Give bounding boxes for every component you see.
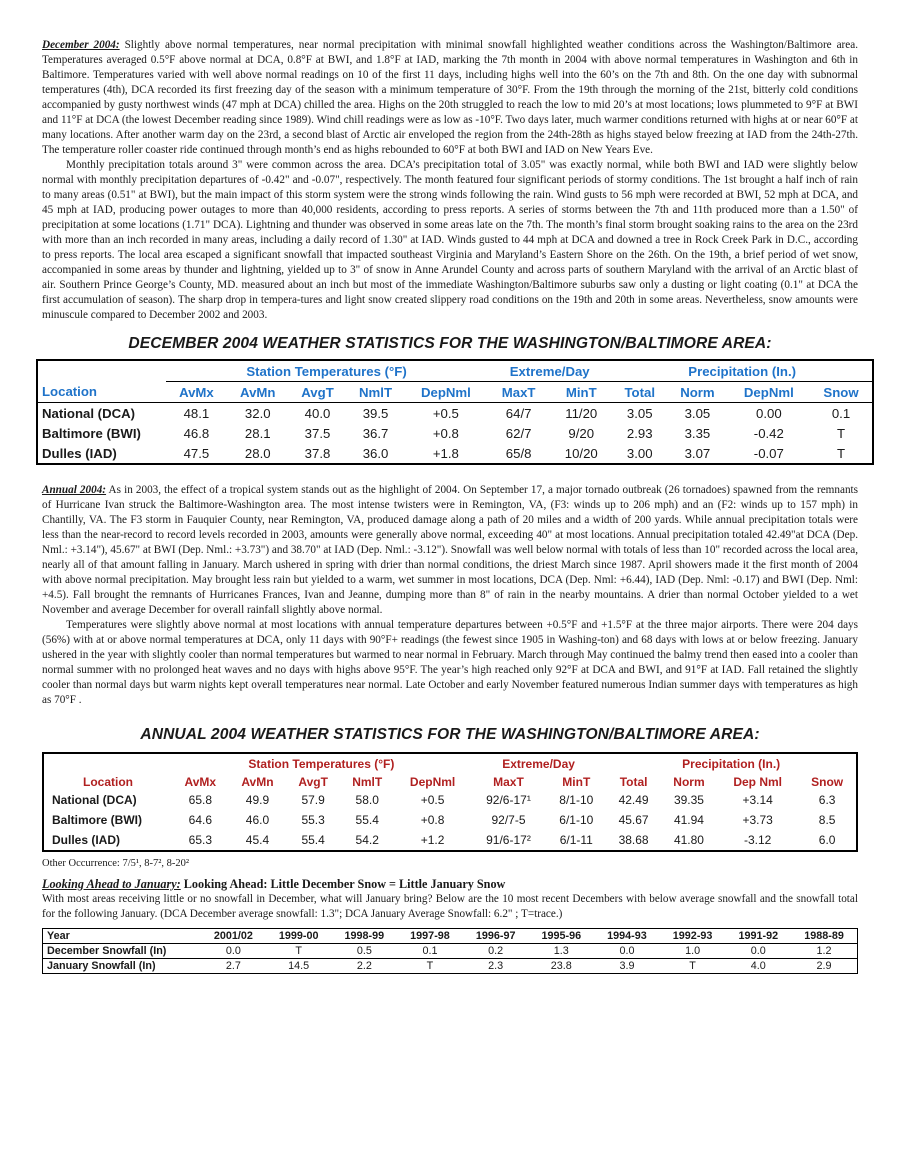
table-cell: 37.8 [304, 445, 331, 461]
table-cell: 39.35 [673, 793, 704, 807]
table-cell: 39.5 [362, 405, 389, 421]
table-cell: +1.8 [432, 445, 459, 461]
ann-col-header: AvMx [184, 774, 217, 789]
table-row [37, 403, 873, 424]
snow-col-header: 2001/02 [201, 929, 266, 944]
ann-header-row [43, 773, 857, 790]
snow-col-header: 1995-96 [528, 929, 594, 944]
dec-header-row [37, 382, 873, 403]
table-cell: 3.05 [684, 405, 711, 421]
table-cell: 55.4 [355, 813, 379, 827]
snow-col-header: 1988-89 [791, 929, 857, 944]
location-cell: Dulles (IAD) [42, 445, 117, 461]
table-cell: 46.8 [183, 425, 210, 441]
table-cell: 0.5 [332, 944, 398, 959]
table-cell: 32.0 [244, 405, 271, 421]
ann-col-header: NmlT [352, 774, 383, 789]
table-cell: T [397, 959, 463, 974]
table-cell: 9/20 [568, 425, 595, 441]
ahead-lead: Looking Ahead to January: [42, 877, 181, 891]
ann-col-header: Snow [811, 774, 844, 789]
ann-col-header: Total [619, 774, 648, 789]
table-cell: 92/6-17¹ [486, 793, 531, 807]
dec-col-header: Snow [810, 382, 873, 403]
ann-col-header: AvgT [298, 774, 328, 789]
dec-col-header: MaxT [487, 382, 550, 403]
snow-row-label: January Snowfall (In) [43, 959, 202, 974]
table-cell: +0.5 [420, 793, 445, 807]
table-cell: 4.0 [725, 959, 791, 974]
annual-lead: Annual 2004: [42, 484, 107, 496]
table-cell: 0.1 [397, 944, 463, 959]
table-cell: -0.42 [753, 425, 784, 441]
table-cell: 2.3 [463, 959, 529, 974]
table-cell: 3.35 [684, 425, 711, 441]
ann-group-temps: Station Temperatures (°F) [248, 756, 395, 771]
table-cell: 3.00 [626, 445, 653, 461]
table-cell: 0.2 [463, 944, 529, 959]
table-cell: 10/20 [564, 445, 598, 461]
table-cell: 0.0 [725, 944, 791, 959]
dec-col-header: Total [612, 382, 667, 403]
dec-col-header: AvgT [289, 382, 347, 403]
annual-footnote: Other Occurrence: 7/5¹, 8-7², 8-20² [42, 858, 190, 869]
table-row [43, 830, 857, 851]
dec-col-header: AvMx [166, 382, 227, 403]
table-cell: +0.5 [432, 405, 459, 421]
table-cell: T [836, 445, 846, 461]
table-cell: 3.05 [626, 405, 653, 421]
dec-col-header: Location [37, 382, 166, 403]
december-stats-table [36, 359, 874, 465]
snow-col-header: 1994-93 [594, 929, 660, 944]
table-cell: 91/6-17² [486, 833, 531, 847]
table-cell: 2.2 [332, 959, 398, 974]
table-cell: 6/1-11 [559, 833, 593, 847]
table-cell: 8/1-10 [559, 793, 594, 807]
annual-paragraph-1 [42, 483, 858, 618]
table-cell: T [836, 425, 846, 441]
table-cell: 0.1 [831, 405, 851, 421]
table-cell: 92/7-5 [491, 813, 526, 827]
ann-col-header: DepNml [409, 774, 456, 789]
dec-col-header: DepNml [728, 382, 810, 403]
location-cell: National (DCA) [42, 405, 136, 421]
location-cell: Dulles (IAD) [52, 833, 121, 847]
table-cell: 54.2 [355, 833, 379, 847]
table-cell: 48.1 [183, 405, 210, 421]
dec-col-header: Norm [667, 382, 727, 403]
ahead-heading-line [42, 877, 858, 892]
table-cell: -3.12 [744, 833, 772, 847]
table-cell: +1.2 [420, 833, 445, 847]
table-cell: 65.8 [188, 793, 212, 807]
table-cell: 37.5 [304, 425, 331, 441]
table-cell: 55.3 [301, 813, 325, 827]
snow-col-header: 1996-97 [463, 929, 529, 944]
table-cell: 1.0 [660, 944, 726, 959]
table-row [43, 810, 857, 830]
table-cell: 2.93 [626, 425, 653, 441]
dec-col-header: DepNml [405, 382, 487, 403]
table-cell: 46.0 [245, 813, 270, 827]
snow-col-header: 1997-98 [397, 929, 463, 944]
table-cell: 40.0 [304, 405, 331, 421]
annual-paragraph-2: Temperatures were slightly above normal at most locations with annual temperature departures between +0.5°F and +1.5°F at the three major airports. There were 204 days (56%) with at or above normal temperatures at DCA, only 11 days with 90°F+ readings (the fewest since 1905 in Washing-ton) and 68 days with lows at or below freezing. January ushered in the year with slightly cooler than normal temperatures but warmed to near normal in February. March through May continued the balmy trend then eased into a cooler than normal summer with no prolonged heat waves and no days with highs above 95°F. The year’s high reached only 92°F at DCA and BWI, and 91°F at IAD. Fall retained the slightly cooler than normal days but warm nights kept overall temperatures near normal. Late October and early November featured numerous Indian summer days with temperatures as high as 70°F . [42, 619, 858, 706]
table-cell: -0.07 [753, 445, 784, 461]
table-cell: 36.7 [362, 425, 389, 441]
table-cell: T [266, 944, 332, 959]
location-cell: Baltimore (BWI) [42, 425, 141, 441]
table-cell: 58.0 [355, 793, 379, 807]
snow-col-header: 1999-00 [266, 929, 332, 944]
table-cell: 6.3 [818, 793, 836, 807]
table-cell: 45.67 [618, 813, 649, 827]
table-cell: 0.0 [594, 944, 660, 959]
december-paragraph-1 [42, 38, 858, 158]
ann-col-header: AvMn [241, 774, 274, 789]
page [42, 38, 858, 974]
dec-group-extreme: Extreme/Day [487, 360, 612, 382]
dec-col-header: MinT [550, 382, 612, 403]
table-cell: +3.14 [742, 793, 773, 807]
table-cell: 49.9 [245, 793, 270, 807]
ann-col-header: Location [83, 774, 133, 789]
table-cell: 1.2 [791, 944, 857, 959]
ahead-paragraph: With most areas receiving little or no snowfall in December, what will January bring? Below are the 10 most recent Decembers with below average snowfall and the snowfall total for the following January. (DCA December average snowfall: 1.3"; DCA January Average Snowfall: 6.2" ; T=trace.) [42, 893, 858, 920]
december-paragraph-2: Monthly precipitation totals around 3" were common across the area. DCA’s precipitation total of 3.05" was exactly normal, while both BWI and IAD were slightly below normal with monthly precipitation departures of -0.42" and -0.07", respectively. The month featured four significant periods of stormy conditions. The 1st brought a half inch of rain to many areas (0.51" at BWI), but the main impact of this storm system were the strong winds following the rain. Wind gusts to 56 mph were recorded at BWI, 52 mph at DCA, and 45 mph at IAD, producing power outages to more than 40,000 residents, according to press reports. A series of storms between the 7th and 11th produced more than a 1.50" of precipitation at some locations (1.71" DCA). Lightning and thunder was observed in some areas late on the 7th. The month’s final storm brought soaking rains to the area on the 23rd with more than an inch recorded in many areas, including a daily record of 1.30" at IAD. Winds gusted to 44 mph at DCA and downed a tree in Rock Creek Park in D.C., according to press reports. The local area escaped a significant snowfall that impacted southeast Virginia and Maryland’s Eastern Shore on the 26th. On the 19th, a brief period of wet snow, accompanied in some areas by thunder and lightning, yielded up to 3" of snow in Anne Arundel County and across parts of southern Maryland with the arrival of an Arctic blast of air. Southern Prince George’s County, MD. measured about an inch but most of the immediate Washington/Baltimore suburbs saw only a dusting or light coating (0.1" at DCA the first accumulation of season). The sharp drop in tempera-tures and light snow created slippery road conditions on the 19th and 20th in some areas. Nevertheless, snow amounts were minuscule compared to December 2002 and 2003. [42, 159, 858, 321]
annual-text-1: As in 2003, the effect of a tropical system stands out as the highlight of 2004. On September 17, a major tornado outbreak (26 tornadoes) spawned from the remnants of Hurricane Ivan struck the Baltimore-Washington area. The most intense twisters were in Remington, VA, (F3: winds up to 206 mph) and an (F2: winds up to 157 mph) in Chantilly, VA. The F3 storm in Fauquier County, near Remington, VA, produced damage along a path of 20 miles and a width of 200 yards. While annual precipitation totals were less than the near-record to record levels recorded in 2003, amounts were generally above normal, exceeding 40" at most locations. Annual precipitation totaled 42.49"at DCA (Dep. Nml.: +3.14"), 45.67" at BWI (Dep. Nml.: +3.73") and 38.70" at IAD (Dep. Nml.: -3.12"). Snowfall was well below normal with totals of less than 10" recorded across the local area, nearly all of that amount falling in January. March ushered in spring with drier than normal conditions, the driest March since 1987. April showers made it the first month of 2004 with above normal precipitation. May brought less rain but yielded to a warm, wet summer in most locations, DCA (Dep. Nml: +6.44), IAD (Dep. Nml: -0.17) and BWI (Dep. Nml: +4.5). Fall brought the remnants of Hurricanes Frances, Ivan and Jeanne, dumping more than 8" of rain in the nearby mountains. A drier than normal October yielded to a wet November and average December for overall rainfall slightly above normal. [42, 484, 858, 616]
table-cell: +0.8 [432, 425, 459, 441]
ann-col-header: MaxT [493, 774, 524, 789]
snow-col-header: 1998-99 [332, 929, 398, 944]
table-cell: 3.9 [594, 959, 660, 974]
location-cell: National (DCA) [52, 793, 137, 807]
table-row [37, 443, 873, 464]
table-cell: 28.0 [244, 445, 271, 461]
december-table-title: DECEMBER 2004 WEATHER STATISTICS FOR THE WASHINGTON/BALTIMORE AREA: [128, 335, 772, 352]
table-cell: 36.0 [362, 445, 389, 461]
location-cell: Baltimore (BWI) [52, 813, 142, 827]
snowfall-table [42, 928, 858, 974]
annual-stats-table [42, 752, 858, 852]
table-cell: 2.9 [791, 959, 857, 974]
snow-col-header: Year [43, 929, 202, 944]
table-row [43, 790, 857, 810]
snow-header-row [43, 929, 858, 944]
dec-group-temps: Station Temperatures (°F) [166, 360, 487, 382]
december-lead: December 2004: [42, 39, 120, 51]
table-cell: 47.5 [183, 445, 210, 461]
table-cell: 41.80 [673, 833, 704, 847]
table-cell: 64.6 [188, 813, 212, 827]
snow-col-header: 1991-92 [725, 929, 791, 944]
ann-group-extreme: Extreme/Day [502, 756, 575, 771]
table-cell: 38.68 [618, 833, 649, 847]
table-cell: 23.8 [528, 959, 594, 974]
table-cell: 6.0 [818, 833, 836, 847]
table-cell: 41.94 [673, 813, 704, 827]
snow-col-header: 1992-93 [660, 929, 726, 944]
table-cell: 14.5 [266, 959, 332, 974]
table-cell: 65/8 [505, 445, 532, 461]
table-row [43, 944, 858, 959]
table-cell: 64/7 [505, 405, 532, 421]
table-cell: 45.4 [245, 833, 270, 847]
dec-group-precip: Precipitation (In.) [612, 360, 873, 382]
table-cell: 11/20 [565, 405, 598, 421]
table-cell: 1.3 [528, 944, 594, 959]
annual-table-title: ANNUAL 2004 WEATHER STATISTICS FOR THE WASHINGTON/BALTIMORE AREA: [140, 726, 760, 743]
table-cell: +0.8 [420, 813, 445, 827]
table-cell: +3.73 [742, 813, 773, 827]
table-cell: 2.7 [201, 959, 266, 974]
december-text-1: Slightly above normal temperatures, near normal precipitation with minimal snowfall highlighted weather conditions across the Washington/Baltimore area. Temperatures averaged 0.5°F above normal at DCA, 0.8°F at BWI, and 1.8°F at IAD, marking the 7th month in 2004 with above normal temperatures in Washington and 6th in Baltimore. Temperatures varied with well above normal readings on 10 of the first 11 days, including highs well into the 60’s on the 7th and 8th. On the one day with subnormal temperatures (4th), DCA recorded its first freezing day of the season with a minimum temperature of 30°F. From the 19th through the morning of the 21st, bitterly cold conditions accompanied by gusty northwest winds (47 mph at DCA) chilled the area. Highs on the 20th struggled to reach the low to mid 20’s at most locations; lows plummeted to 9°F at BWI and 11°F at DCA (the lowest December reading since 1989). Wind chill readings were as low as -10°F. Two days later, much warmer conditions returned with highs at or near 60°F at many locations. After another warm day on the 23rd, a second blast of Arctic air enveloped the region from the 24th-28th as highs stayed below freezing at IAD from the 24th-27th. The temperature roller coaster ride continued through month’s end as highs rebounded to 60°F at both BWI and IAD on New Years Eve. [42, 39, 858, 156]
table-row [37, 423, 873, 443]
ann-group-precip: Precipitation (In.) [682, 756, 781, 771]
table-cell: 62/7 [505, 425, 532, 441]
dec-col-header: AvMn [227, 382, 289, 403]
table-cell: 6/1-10 [559, 813, 594, 827]
table-cell: 8.5 [818, 813, 836, 827]
table-cell: 42.49 [618, 793, 649, 807]
ahead-heading: Looking Ahead: Little December Snow = Little January Snow [183, 877, 506, 891]
table-cell: T [660, 959, 726, 974]
table-cell: 65.3 [188, 833, 212, 847]
ann-col-header: MinT [562, 774, 591, 789]
ann-col-header: Norm [673, 774, 705, 789]
table-cell: 3.07 [684, 445, 711, 461]
table-cell: 55.4 [301, 833, 325, 847]
table-cell: 28.1 [244, 425, 271, 441]
table-row [43, 959, 858, 974]
ann-col-header: Dep Nml [733, 774, 783, 789]
table-cell: 0.0 [201, 944, 266, 959]
dec-col-header: NmlT [346, 382, 404, 403]
table-cell: 57.9 [301, 793, 325, 807]
table-cell: 0.00 [755, 405, 782, 421]
snow-row-label: December Snowfall (In) [43, 944, 202, 959]
